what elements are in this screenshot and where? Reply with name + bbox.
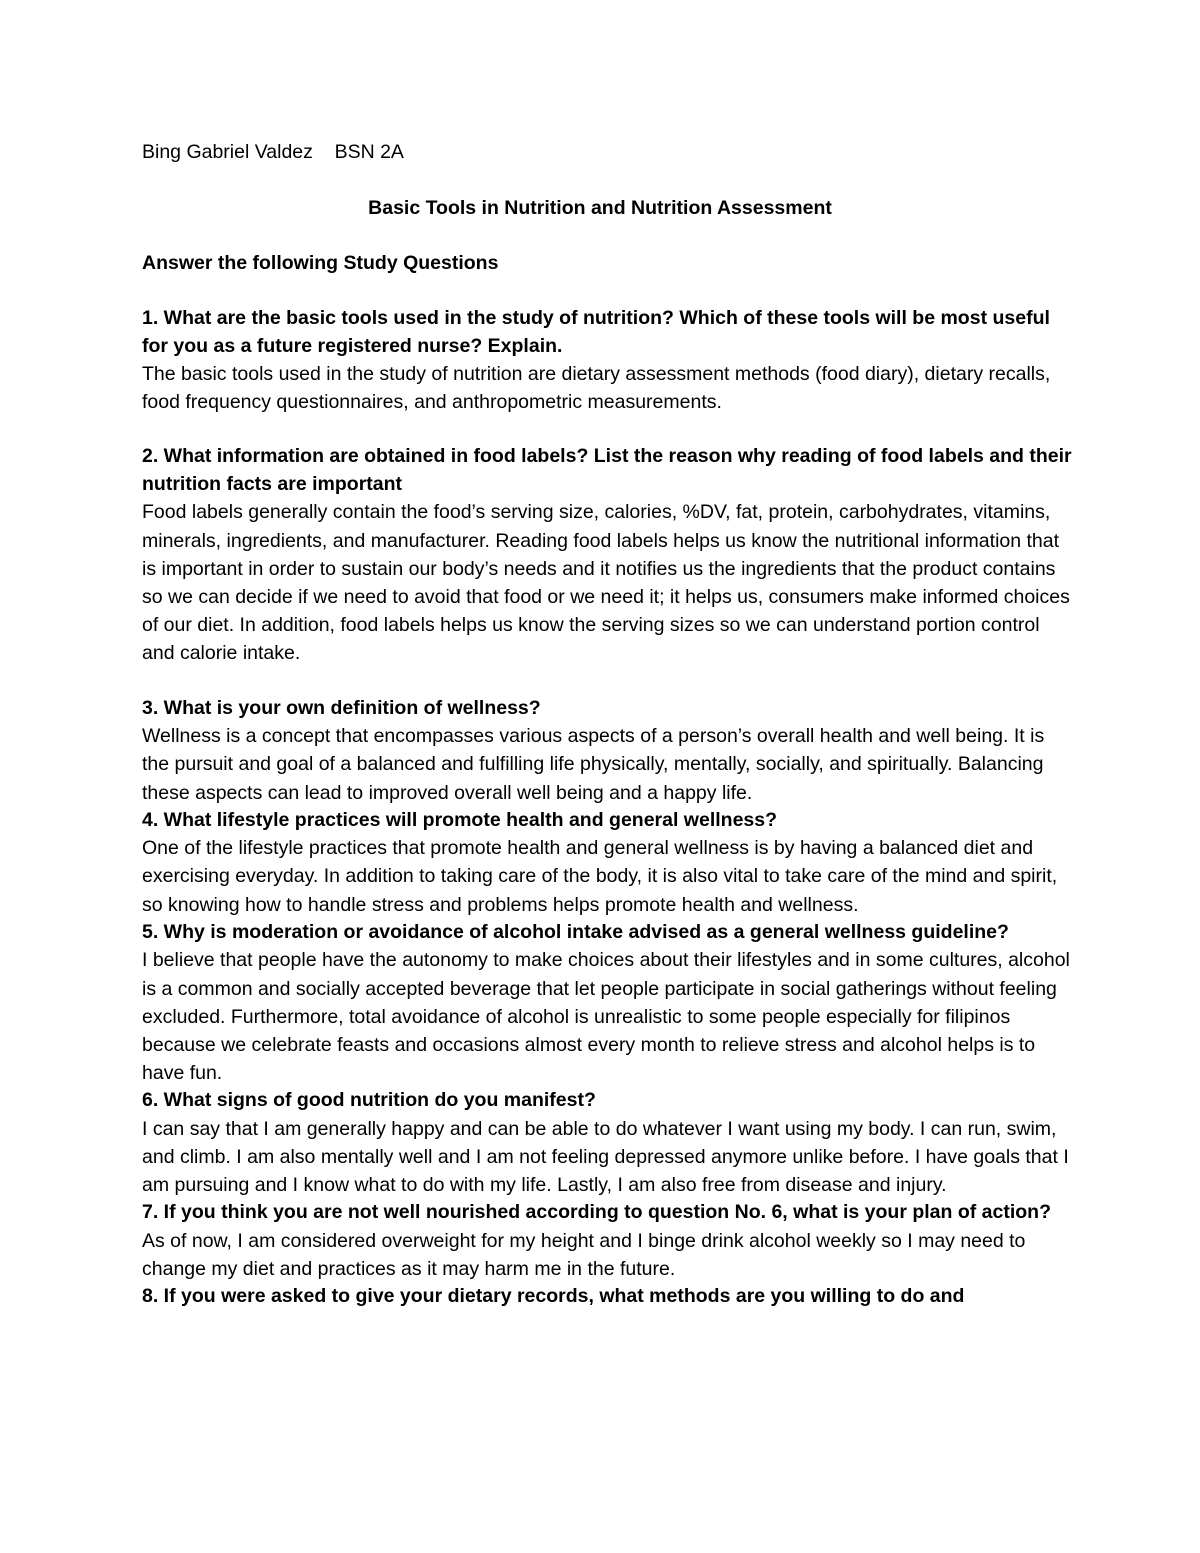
question-7: 7. If you think you are not well nourished according to question No. 6, what is your plan of action? (142, 1201, 1051, 1224)
header-line (142, 138, 1072, 166)
answer-2: Food labels generally contain the food’s serving size, calories, %DV, fat, protein, carbohydrates, vitamins, minerals, ingredients, and manufacturer. Reading food labels helps us know the nutritional information that is important in order to sustain our body’s needs and it notifies us the ingredients that the product contains so we can decide if we need to avoid that food or we need it; it helps us, consumers make informed choices of our diet. In addition, food labels helps us know the serving sizes so we can understand portion control and calorie intake. (142, 501, 1070, 665)
question-4: 4. What lifestyle practices will promote health and general wellness? (142, 808, 778, 831)
question-6: 6. What signs of good nutrition do you manifest? (142, 1089, 596, 1112)
answer-5: I believe that people have the autonomy to make choices about their lifestyles and in some cultures, alcohol is a common and socially accepted beverage that let people participate in social gatherings without feeling excluded. Furthermore, total avoidance of alcohol is unrealistic to some people especially for filipinos because we celebrate feasts and occasions almost every month to relieve stress and alcohol helps is to have fun. (142, 949, 1070, 1085)
question-5: 5. Why is moderation or avoidance of alcohol intake advised as a general wellness guideline? (142, 920, 1009, 943)
document-title: Basic Tools in Nutrition and Nutrition Assessment (368, 197, 832, 219)
instruction-heading: Answer the following Study Questions (142, 252, 499, 274)
spacer (142, 416, 1072, 443)
question-3: 3. What is your own definition of wellness? (142, 696, 541, 719)
answer-7: As of now, I am considered overweight for my height and I binge drink alcohol weekly so I may need to change my diet and practices as it may harm me in the future. (142, 1229, 1026, 1281)
answer-6: I can say that I am generally happy and can be able to do whatever I want using my body. I can run, swim, and climb. I am also mentally well and I am not feeling depressed anymore unlike before. I have goals that I am pursuing and I know what to do with my life. Lastly, I am also free from disease and injury. (142, 1117, 1069, 1197)
spacer (142, 668, 1072, 695)
section-label: BSN 2A (334, 141, 404, 163)
student-name: Bing Gabriel Valdez (142, 141, 313, 163)
document-page (142, 138, 1072, 1311)
question-2: 2. What information are obtained in food labels? List the reason why reading of food labels and their nutrition facts are important (142, 445, 1072, 495)
question-1: 1. What are the basic tools used in the study of nutrition? Which of these tools will be most useful for you as a future registered nurse? Explain. (142, 307, 1050, 357)
answer-1: The basic tools used in the study of nutrition are dietary assessment methods (food diary), dietary recalls, food frequency questionnaires, and anthropometric measurements. (142, 363, 1051, 414)
answer-3: Wellness is a concept that encompasses various aspects of a person’s overall health and well being. It is the pursuit and goal of a balanced and fulfilling life physically, mentally, socially, and spiritually. Balancing these aspects can lead to improved overall well being and a happy life. (142, 725, 1045, 804)
question-8: 8. If you were asked to give your dietary records, what methods are you willing to do and (142, 1285, 965, 1308)
answer-4: One of the lifestyle practices that promote health and general wellness is by having a balanced diet and exercising everyday. In addition to taking care of the body, it is also vital to take care of the mind and spirit, so knowing how to handle stress and problems helps promote health and wellness. (142, 837, 1058, 916)
